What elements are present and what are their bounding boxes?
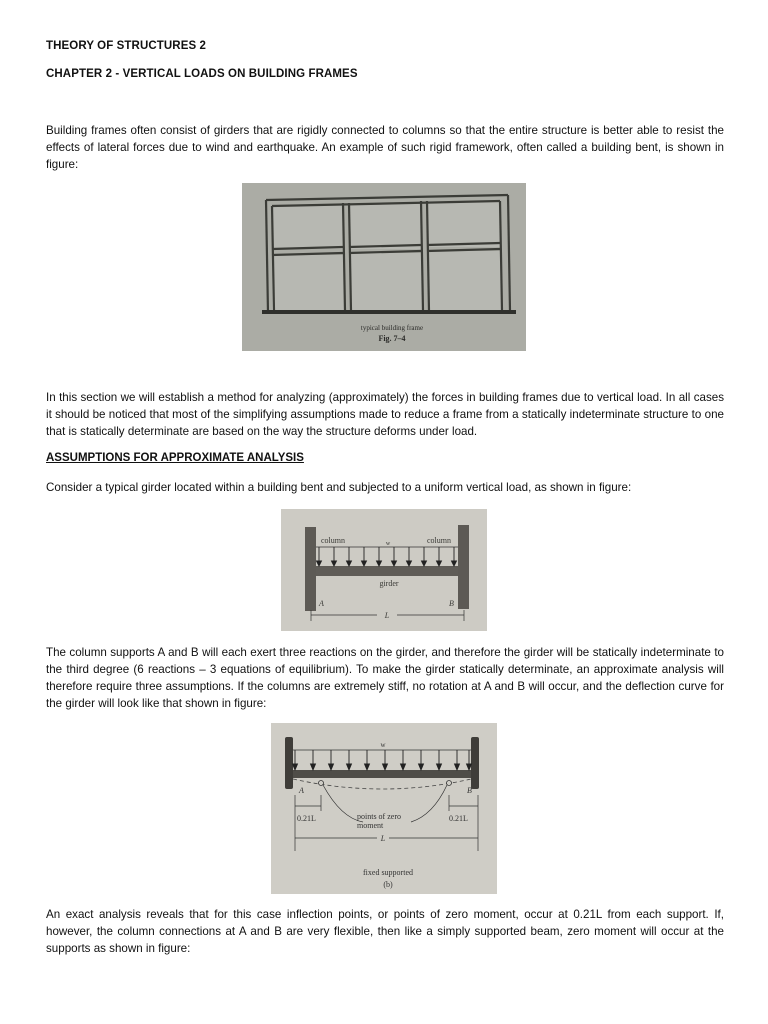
fixed-load-label: w — [380, 741, 386, 749]
method-paragraph: In this section we will establish a method for analyzing (approximately) the forces in building frames due to vertical load. In all cases it should be noticed that most of the simplifying assumptions made to reduce a frame from a statically indeterminate structure to one that is statically determinate are based on the way the structure deforms under load. — [46, 391, 724, 438]
right-dimension-label: 0.21L — [449, 814, 468, 823]
fixed-caption: fixed supported — [363, 868, 413, 877]
support-b-label: B — [449, 599, 454, 608]
fixed-support-b-label: B — [467, 786, 472, 795]
fixed-support-a-label: A — [299, 786, 304, 795]
fixed-label: (b) — [383, 880, 393, 889]
column-left-label: column — [321, 536, 345, 545]
building-frame-caption: typical building frame — [360, 324, 424, 332]
girder-paragraph: Consider a typical girder located within a building bent and subjected to a uniform vertical load, as shown in figure: — [46, 481, 632, 494]
left-dimension-label: 0.21L — [297, 814, 316, 823]
building-frame-label: Fig. 7–4 — [378, 334, 406, 343]
chapter-title: CHAPTER 2 - VERTICAL LOADS ON BUILDING FRAMES — [46, 68, 358, 80]
support-a-label: A — [319, 599, 324, 608]
zero-moment-note-line1: points of zero — [357, 812, 401, 821]
span-label: L — [384, 611, 390, 620]
column-right-label: column — [427, 536, 451, 545]
fixed-supported-figure — [271, 723, 497, 894]
course-title: THEORY OF STRUCTURES 2 — [46, 40, 207, 52]
fixed-span-label: L — [380, 834, 386, 843]
inflection-paragraph: An exact analysis reveals that for this case inflection points, or points of zero moment, occur at 0.21L from each support. If, however, the column connections at A and B are very flexible, then like a simply supported beam, zero moment will occur at the supports as shown in figure: — [46, 908, 724, 955]
section-heading: ASSUMPTIONS FOR APPROXIMATE ANALYSIS — [46, 452, 304, 464]
reactions-paragraph: The column supports A and B will each exert three reactions on the girder, and therefore the girder will be statically indeterminate to the third degree (6 reactions – 3 equations of equilibrium). To make the girder statically determinate, an approximate analysis will therefore require three assumptions. If the columns are extremely stiff, no rotation at A and B will occur, and the deflection curve for the girder will look like that shown in figure: — [46, 646, 724, 710]
girder-label: girder — [379, 579, 399, 588]
building-frame-figure — [242, 183, 526, 351]
intro-paragraph: Building frames often consist of girders that are rigidly connected to columns so that the entire structure is better able to resist the effects of lateral forces due to wind and earthquake. An example of such rigid framework, often called a building bent, is shown in figure: — [46, 124, 724, 171]
zero-moment-note-line2: moment — [357, 821, 384, 830]
load-label: w — [385, 541, 391, 547]
girder-columns-figure — [281, 509, 487, 631]
